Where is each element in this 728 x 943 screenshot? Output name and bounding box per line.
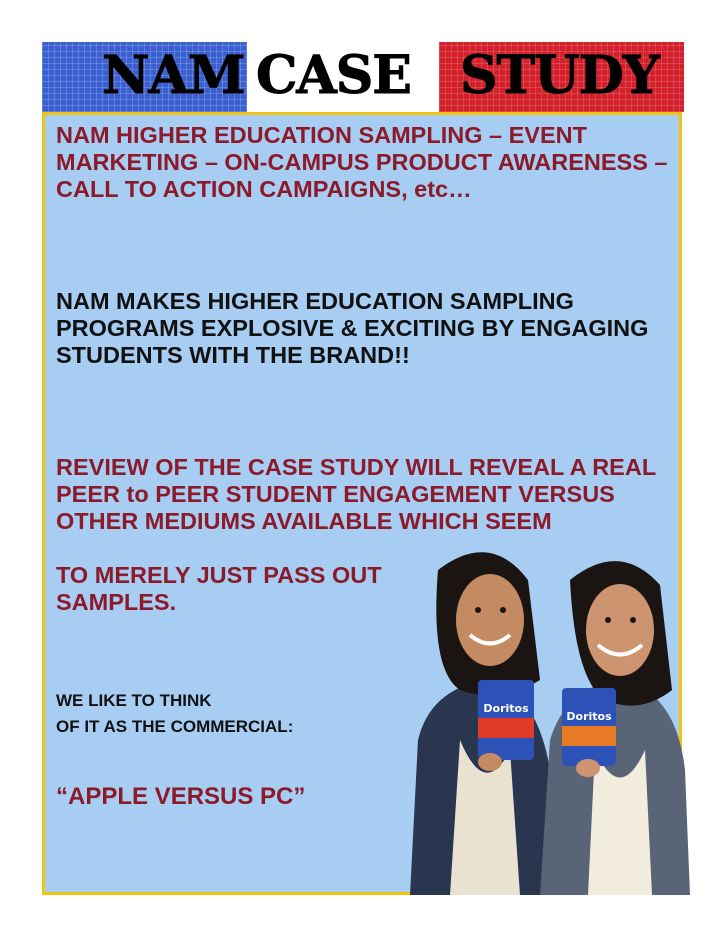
review-paragraph-end: TO MERELY JUST PASS OUT SAMPLES. [56, 562, 382, 615]
review-paragraph: REVIEW OF THE CASE STUDY WILL REVEAL A REAL PEER to PEER STUDENT ENGAGEMENT VERSUS OTHER MEDIUMS AVAILABLE WHICH SEEM [56, 454, 656, 534]
title-word-study: STUDY [460, 45, 659, 106]
intro-paragraph: NAM HIGHER EDUCATION SAMPLING – EVENT MARKETING – ON-CAMPUS PRODUCT AWARENESS – CALL TO ACTION CAMPAIGNS, etc… [56, 122, 668, 202]
lead-in-line-2: OF IT AS THE COMMERCIAL: [56, 717, 294, 736]
left-hand [478, 753, 502, 771]
apple-versus-pc-quote: “APPLE VERSUS PC” [56, 783, 306, 810]
chip-bag-left-label: Doritos [483, 702, 529, 715]
title-word-case: CASE [256, 45, 411, 106]
lead-in-line-1: WE LIKE TO THINK [56, 691, 212, 710]
chip-bag-right [562, 688, 616, 766]
explosive-paragraph: NAM MAKES HIGHER EDUCATION SAMPLING PROGRAMS EXPLOSIVE & EXCITING BY ENGAGING STUDENTS WITH THE BRAND!! [56, 288, 649, 368]
title-word-nam: NAM [102, 45, 245, 106]
chip-bag-right-label: Doritos [566, 710, 612, 723]
chip-bag-left [478, 680, 534, 760]
students-photo [390, 540, 690, 895]
right-hand [576, 759, 600, 777]
title-banner [42, 42, 684, 112]
